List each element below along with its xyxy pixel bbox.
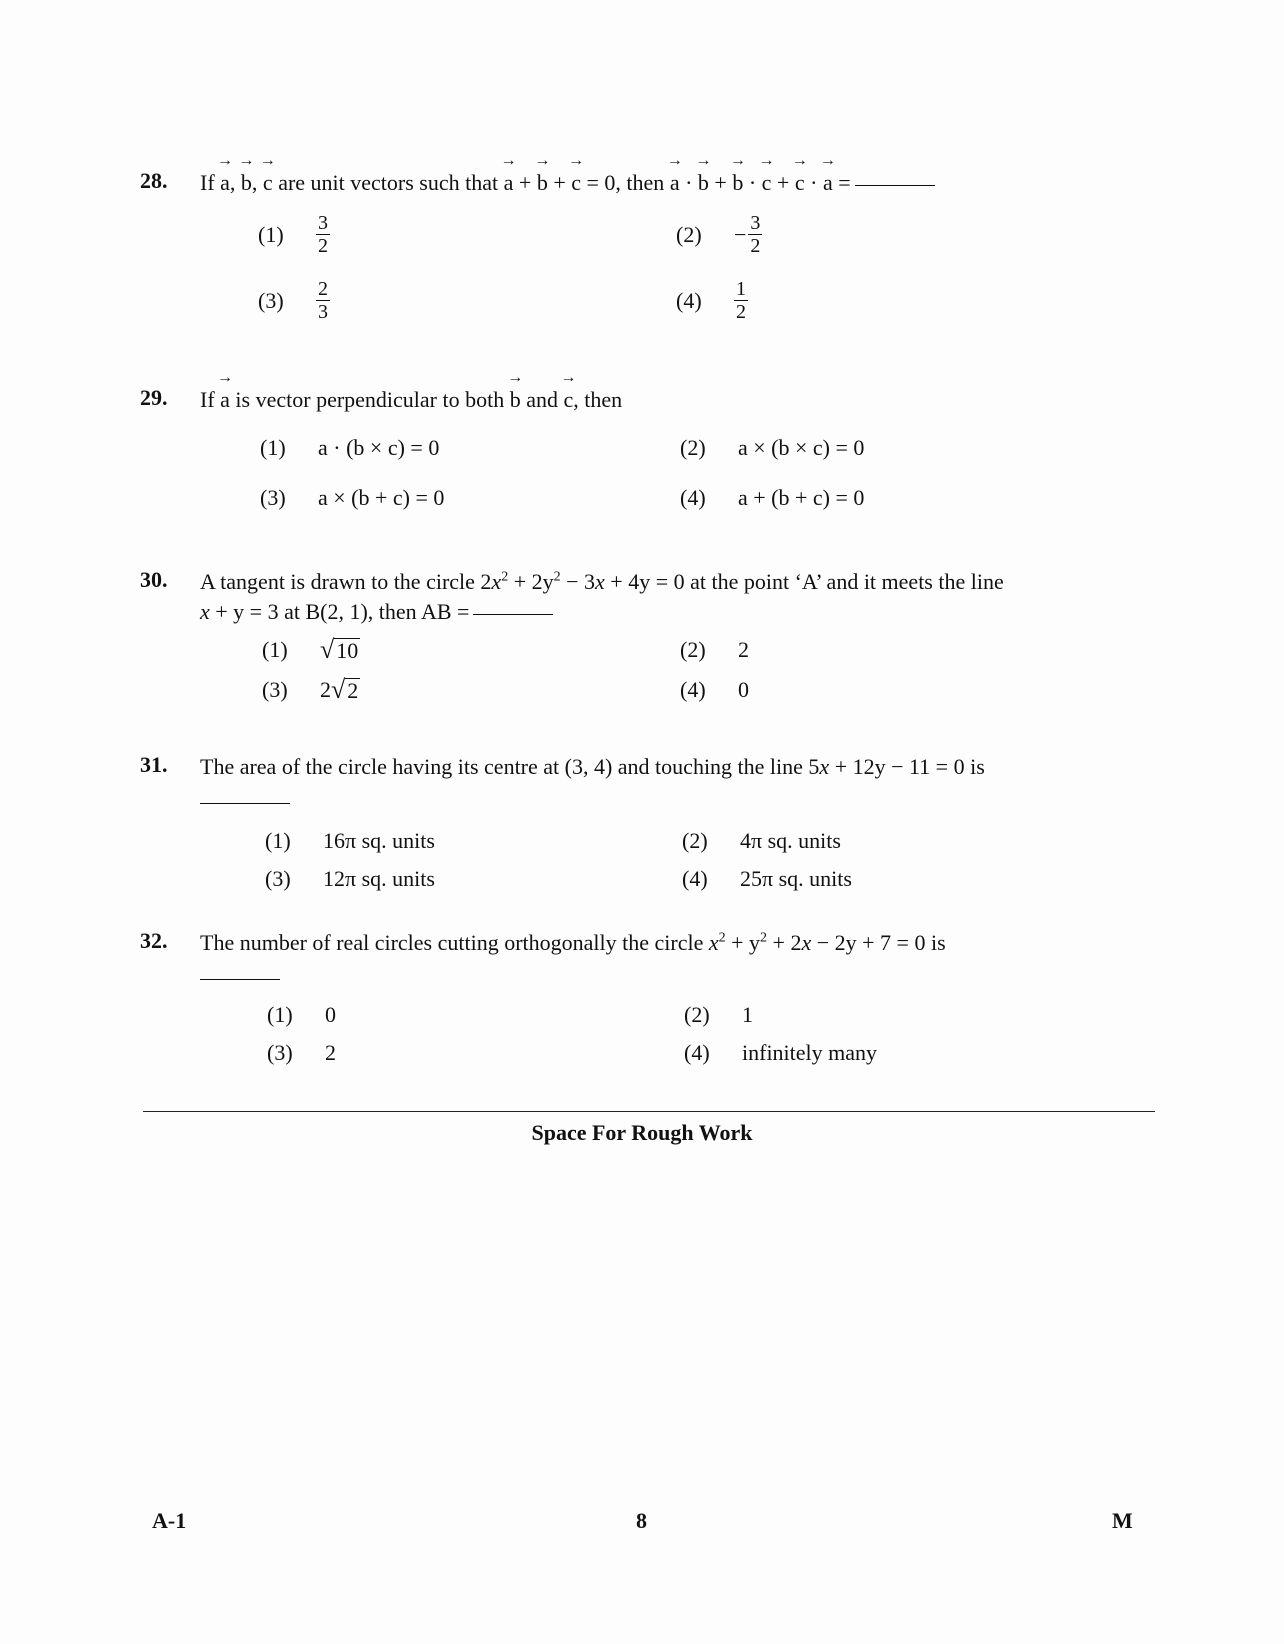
question-number: 29. (140, 385, 168, 410)
question-text: The number of real circles cutting orthogonally the circle $x^2 + y^2 + 2x - 2y + 7 = 0$ is (200, 928, 1150, 988)
square-root: √ 2 (331, 674, 359, 704)
option-2[interactable]: (2) − $\frac{3}{2}$ (676, 212, 761, 257)
page-number: 8 (636, 1508, 647, 1533)
option-4[interactable]: (4) 25π sq. units (682, 866, 852, 891)
answer-blank (855, 185, 935, 186)
option-2[interactable]: (2) 1 (684, 1002, 753, 1027)
answer-blank (200, 979, 280, 980)
option-3[interactable]: (3) 2 √ 2 (262, 674, 359, 704)
question-text: A tangent is drawn to the circle $2x^2 + 2y^2 - 3x + 4y = 0$ at the point ‘A’ and it meets the line x + y = 3 at B(2, 1), then AB = (200, 569, 1004, 624)
question-text: The area of the circle having its centre at (3, 4) and touching the line 5x + 12y − 11 = 0 is (200, 752, 1150, 812)
answer-blank (200, 803, 290, 804)
series-code: M (1112, 1508, 1133, 1533)
option-3[interactable]: (3) $\frac{2}{3}$ (258, 278, 328, 323)
question-number: 30. (140, 567, 168, 592)
option-1[interactable]: (1) √ 10 (262, 634, 359, 664)
option-4[interactable]: (4) $\frac{1}{2}$ (676, 278, 746, 323)
answer-blank (473, 614, 553, 615)
option-1[interactable]: (1) 16π sq. units (265, 828, 435, 853)
option-2[interactable]: (2) 2 (680, 637, 749, 662)
fraction: $\frac{1}{2}$ (736, 278, 746, 323)
rough-work-heading: Space For Rough Work (531, 1120, 753, 1145)
question-number: 31. (140, 752, 168, 777)
question-text: If → a is vector perpendicular to both → b and → c, then (200, 385, 1150, 415)
booklet-code: A-1 (152, 1508, 187, 1533)
question-number: 32. (140, 928, 168, 953)
option-3[interactable]: (3) 2 (267, 1040, 336, 1065)
square-root: √ 10 (320, 634, 359, 664)
option-1[interactable]: (1) $\frac{3}{2}$ (258, 212, 328, 257)
option-4[interactable]: (4) 0 (680, 677, 749, 702)
question-text: If → a, → b, → c are unit vectors such that → a + → b + → c = 0, then → a · → b + → b · → c + → c · → a = (200, 168, 1150, 198)
option-1[interactable]: (1) a · (b × c) = 0 (260, 435, 440, 460)
option-3[interactable]: (3) a × (b + c) = 0 (260, 485, 445, 510)
fraction: $\frac{2}{3}$ (318, 278, 328, 323)
option-4[interactable]: (4) a + (b + c) = 0 (680, 485, 865, 510)
option-2[interactable]: (2) a × (b × c) = 0 (680, 435, 865, 460)
option-3[interactable]: (3) 12π sq. units (265, 866, 435, 891)
option-1[interactable]: (1) 0 (267, 1002, 336, 1027)
option-2[interactable]: (2) 4π sq. units (682, 828, 841, 853)
fraction: $\frac{3}{2}$ (750, 212, 761, 257)
option-4[interactable]: (4) infinitely many (684, 1040, 878, 1065)
divider (143, 1111, 1155, 1112)
question-number: 28. (140, 168, 168, 193)
fraction: $\frac{3}{2}$ (318, 212, 328, 257)
